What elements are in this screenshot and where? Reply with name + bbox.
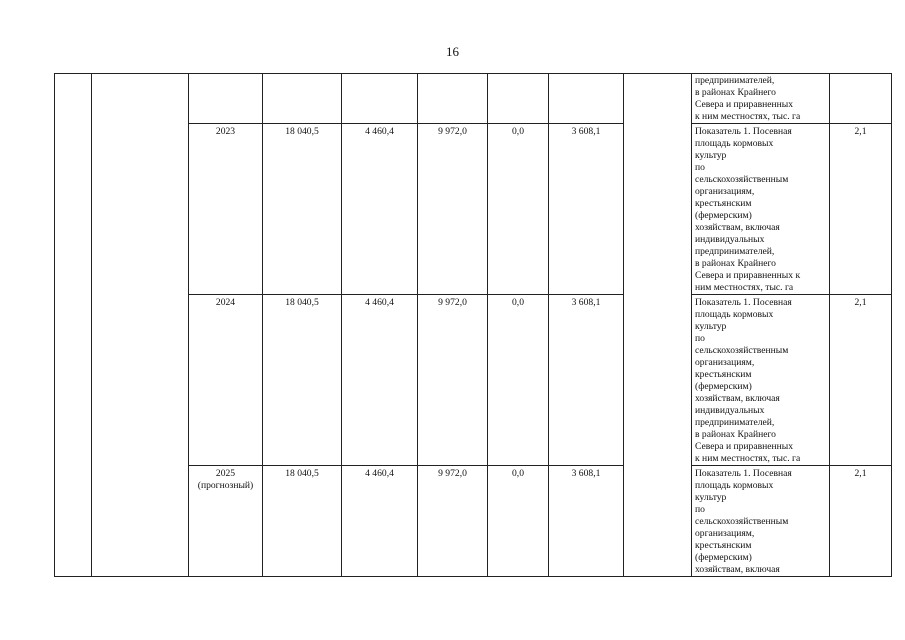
indicator-text: Показатель 1. Посевная площадь кормовых культур по сельскохозяйственным организациям, крестьянским (фермерским) хозяйствам, включая индивидуальных предпринимателей, в районах Крайнего Севера и приравненных к ним местностях, тыс. га <box>695 297 801 464</box>
cell-total: 18 040,5 <box>263 124 342 295</box>
cell-executor <box>624 74 692 577</box>
cell-year: 2023 <box>189 124 263 295</box>
cell-total <box>263 74 342 124</box>
cell-year: 2024 <box>189 295 263 466</box>
page-number: 16 <box>446 44 459 59</box>
cell-number <box>55 74 92 577</box>
cell-col2 <box>342 74 418 124</box>
cell-col4: 0,0 <box>488 295 549 466</box>
cell-indicator <box>692 295 830 466</box>
cell-total: 18 040,5 <box>263 466 342 577</box>
budget-table <box>54 73 892 577</box>
indicator-text: Показатель 1. Посевная площадь кормовых культур по сельскохозяйственным организациям, крестьянским (фермерским) хозяйствам, включая индивидуальных предпринимателей, в районах Крайнего Севера и приравненных к ним местностях, тыс. га <box>695 126 801 293</box>
cell-col3 <box>418 74 488 124</box>
cell-col3: 9 972,0 <box>418 124 488 295</box>
cell-col5: 3 608,1 <box>549 124 624 295</box>
cell-col2: 4 460,4 <box>342 466 418 577</box>
indicator-text: предпринимателей, в районах Крайнего Севера и приравненных к ним местностях, тыс. га <box>695 75 801 122</box>
cell-year <box>189 74 263 124</box>
cell-col2: 4 460,4 <box>342 295 418 466</box>
cell-total: 18 040,5 <box>263 295 342 466</box>
cell-col3: 9 972,0 <box>418 295 488 466</box>
cell-program-name <box>92 74 189 577</box>
cell-col4: 0,0 <box>488 466 549 577</box>
cell-col5: 3 608,1 <box>549 466 624 577</box>
cell-indicator <box>692 124 830 295</box>
cell-indicator <box>692 74 830 124</box>
cell-col5 <box>549 74 624 124</box>
cell-value <box>830 74 892 124</box>
cell-col3: 9 972,0 <box>418 466 488 577</box>
year-text: 2025 (прогнозный) <box>197 468 254 491</box>
cell-col4: 0,0 <box>488 124 549 295</box>
cell-col2: 4 460,4 <box>342 124 418 295</box>
cell-col5: 3 608,1 <box>549 295 624 466</box>
cell-col4 <box>488 74 549 124</box>
cell-year <box>189 466 263 577</box>
cell-value: 2,1 <box>830 124 892 295</box>
indicator-text: Показатель 1. Посевная площадь кормовых культур по сельскохозяйственным организациям, крестьянским (фермерским) хозяйствам, включая <box>695 468 792 575</box>
table-row-continuation <box>55 74 892 124</box>
cell-value: 2,1 <box>830 466 892 577</box>
cell-value: 2,1 <box>830 295 892 466</box>
cell-indicator <box>692 466 830 577</box>
